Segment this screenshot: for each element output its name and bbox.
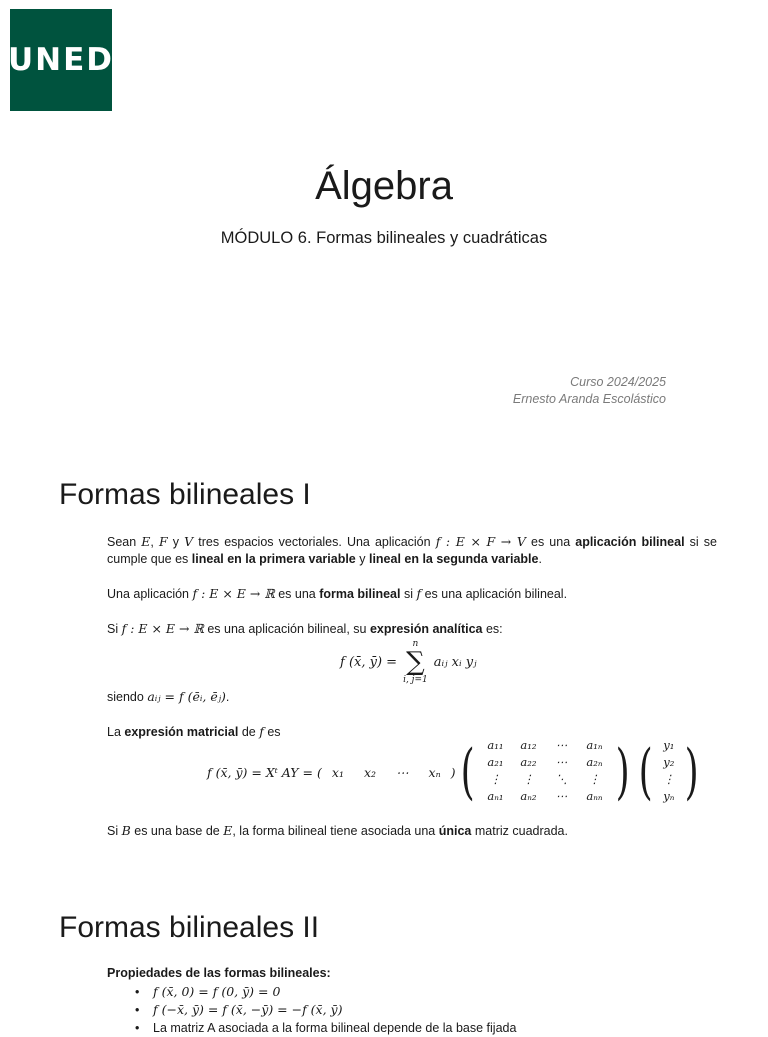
logo-text: UNED xyxy=(7,42,115,78)
section-heading-2: Formas bilineales II xyxy=(59,911,320,944)
row-vector: ( x₁ x₂ ⋯ xₙ ) xyxy=(317,764,456,780)
coefficient-definition: siendo aᵢⱼ = f (ēᵢ, ēⱼ). xyxy=(107,689,230,704)
summation-symbol: n ∑ i, j=1 xyxy=(403,639,428,685)
module-subtitle: MÓDULO 6. Formas bilineales y cuadráticas xyxy=(220,229,548,247)
definition-bilinear-form: Una aplicación f : E × E → ℝ es una forma bilineal si f es una aplicación bilineal. xyxy=(107,586,568,601)
coefficient-matrix: a₁₁ a₁₂ ⋯ a₁ₙ a₂₁ a₂₂ ⋯ a₂ₙ ⋮ ⋮ ⋱ ⋮ aₙ₁ aₙ₂ ⋯ aₙₙ xyxy=(487,738,603,803)
properties-list xyxy=(135,983,516,1037)
list-item: • f (x̄, 0) = f (0, ȳ) = 0 xyxy=(135,983,516,1001)
unique-matrix-statement: Si B es una base de E, la forma bilineal tiene asociada una única matriz cuadrada. xyxy=(107,823,568,838)
uned-logo xyxy=(7,9,115,111)
matrix-expression-intro: La expresión matricial de f es xyxy=(107,724,281,739)
list-item: • La matriz A asociada a la forma bilineal depende de la base fijada xyxy=(135,1019,516,1037)
author-name: Ernesto Aranda Escolástico xyxy=(512,392,666,406)
list-item: • f (−x̄, ȳ) = f (x̄, −ȳ) = −f (x̄, ȳ) xyxy=(135,1001,516,1019)
analytic-expression-intro: Si f : E × E → ℝ es una aplicación bilineal, su expresión analítica es: xyxy=(107,621,503,636)
properties-title: Propiedades de las formas bilineales: xyxy=(107,966,331,980)
analytic-expression-formula: f (x̄, ȳ) = n ∑ i, j=1 aᵢⱼ xᵢ yⱼ xyxy=(340,639,477,685)
course-year: Curso 2024/2025 xyxy=(570,375,666,389)
course-meta xyxy=(513,374,666,408)
column-vector: y₁ y₂ ⋮ yₙ xyxy=(663,738,675,803)
document-title: Álgebra xyxy=(315,164,453,208)
matrix-expression-formula: f (x̄, ȳ) = Xᵗ AY = ( x₁ x₂ ⋯ xₙ ) ( a₁₁ a₁₂ ⋯ a₁ₙ a₂₁ a₂₂ ⋯ a₂ₙ ⋮ ⋮ ⋱ ⋮ aₙ₁ aₙ₂ ⋯ aₙₙ ) ( y₁ y₂ ⋮ yₙ ) xyxy=(207,737,699,807)
section-heading-1: Formas bilineales I xyxy=(59,478,311,511)
definition-bilinear-map: Sean E, F y V tres espacios vectoriales. Una aplicación f : E × F → V es una aplicación bilineal si se cumple que es lineal en la primera variable y lineal en la segunda variable. xyxy=(107,534,717,566)
